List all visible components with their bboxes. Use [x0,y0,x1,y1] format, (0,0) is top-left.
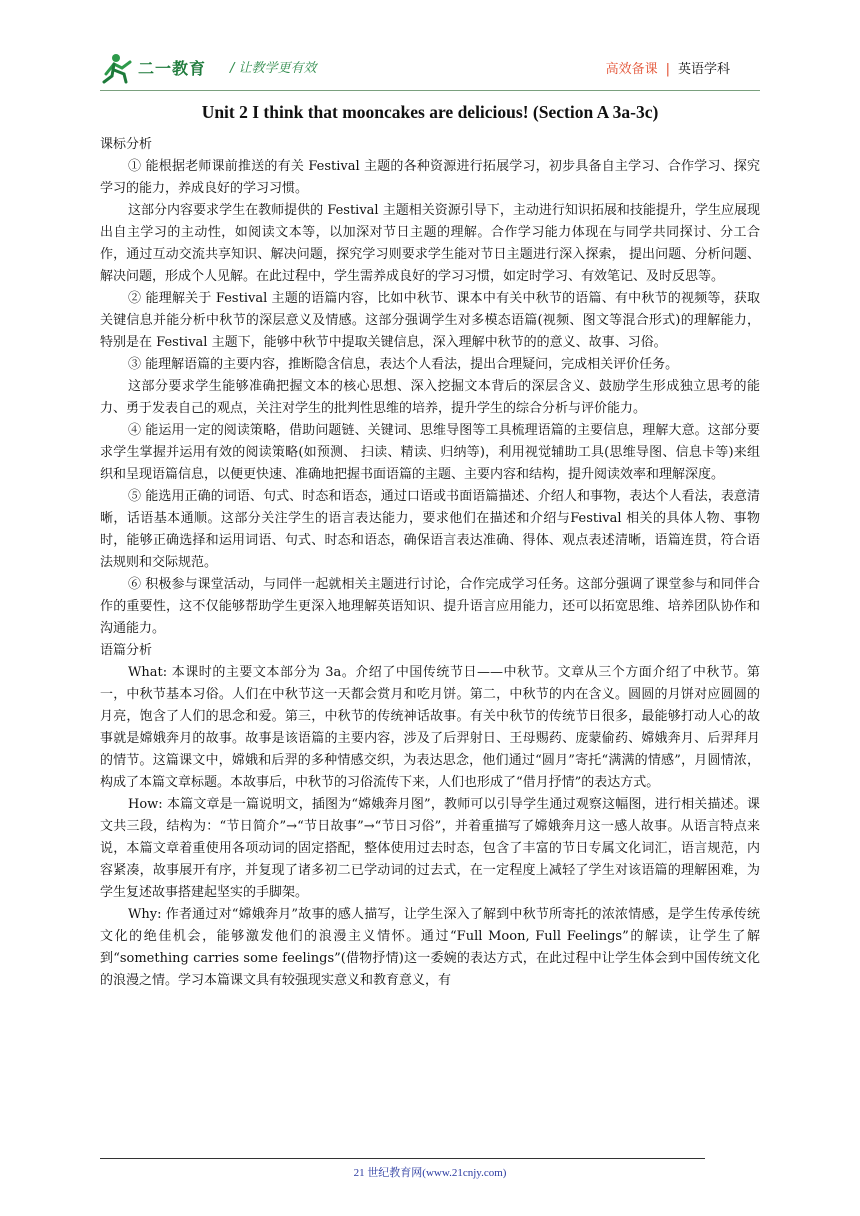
header-label-course: 高效备课 [605,62,658,77]
paragraph: ① 能根据老师课前推送的有关 Festival 主题的各种资源进行拓展学习，初步具备自主学习、合作学习、探究学习的能力，养成良好的学习习惯。 [100,159,760,196]
paragraph: 这部分内容要求学生在教师提供的 Festival 主题相关资源引导下，主动进行知识拓展和技能提升，学生应展现出自主学习的主动性，如阅读文本等，以加深对节日主题的理解。合作学习能力体现在与同学共同探讨、分工合作，通过互动交流共享知识、解决问题，探究学习则要求学生能对节日主题进行深入探索， 提出问题、分析问题、解决问题，形成个人见解。在此过程中，学生需养成良好的学习习惯，如定时学习、有效笔记、及时反思等。 [100,203,760,284]
header-slogan: / 让教学更有效 [230,61,317,76]
header-divider [100,90,760,91]
paragraph: What: 本课时的主要文本部分为 3a。介绍了中国传统节日——中秋节。文章从三个方面介绍了中秋节。第一，中秋节基本习俗。人们在中秋节这一天都会赏月和吃月饼。第二，中秋节的内在含义。圆圆的月饼对应圆圆的月亮，饱含了人们的思念和爱。第三，中秋节的传统神话故事。有关中秋节的传统节日很多，最能够打动人心的故事就是嫦娥奔月的故事。故事是该语篇的主要内容，涉及了后羿射日、王母赐药、庞蒙偷药、嫦娥奔月、后羿拜月的情节。这篇课文中，嫦娥和后羿的多种情感交织，为表达思念，他们通过“圆月”寄托“满满的情感”，月圆情浓，构成了本篇文章标题。本故事后，中秋节的习俗流传下来，人们也形成了“借月抒情”的表达方式。 [100,665,760,790]
paragraph: ② 能理解关于 Festival 主题的语篇内容，比如中秋节、课本中有关中秋节的语篇、有中秋节的视频等，获取关键信息并能分析中秋节的深层意义及情感。这部分强调学生对多模态语篇(视频、图文等混合形式)的理解能力，特别是在 Festival 主题下，能够中秋节中提取关键信息，深入理解中秋节的的意义、故事、习俗。 [100,291,760,350]
section-heading: 课标分析 [100,137,153,152]
paragraph: How: 本篇文章是一篇说明文，插图为“嫦娥奔月图”，教师可以引导学生通过观察这幅图，进行相关描述。课文共三段，结构为：“节日简介”→“节日故事”→“节日习俗”，并着重描写了嫦娥奔月这一感人故事。从语言特点来说，本篇文章着重使用各项动词的固定搭配，整体使用过去时态，包含了丰富的节日专属文化词汇，语言规范，内容紧凑，故事展开有序，并复现了诸多初二已学动词的过去式，在一定程度上减轻了学生对该语篇的理解困难，为学生复述故事搭建起坚实的手脚架。 [100,797,760,900]
logo-text: 二一教育 [138,59,207,78]
paragraph: ④ 能运用一定的阅读策略，借助问题链、关键词、思维导图等工具梳理语篇的主要信息，理解大意。这部分要求学生掌握并运用有效的阅读策略(如预测、 扫读、精读、归纳等)，利用视觉辅助工具(思维导图、信息卡等)来组织和呈现语篇信息，以便更快速、准确地把握书面语篇的主题、主要内容和结构，提升阅读效率和理解深度。 [100,423,760,482]
document-body [100,134,760,992]
paragraph: 这部分要求学生能够准确把握文本的核心思想、深入挖掘文本背后的深层含义、鼓励学生形成独立思考的能力、勇于发表自己的观点，关注对学生的批判性思维的培养，提升学生的综合分析与评价能力。 [100,379,760,416]
header-right [606,58,730,77]
paragraph: ③ 能理解语篇的主要内容，推断隐含信息，表达个人看法，提出合理疑问，完成相关评价任务。 [128,357,679,372]
section-heading: 语篇分析 [100,643,153,658]
footer-divider [100,1158,705,1159]
paragraph: Why: 作者通过对“嫦娥奔月”故事的感人描写，让学生深入了解到中秋节所寄托的浓浓情感，是学生传承传统文化的绝佳机会，能够激发他们的浪漫主义情怀。通过“Full Moon, Full Feelings”的解读，让学生了解到“something carries some feelings”(借物抒情)这一委婉的表达方式，在此过程中让学生体会到中国传统文化的浪漫之情。学习本篇课文具有较强现实意义和教育意义，有 [100,907,760,988]
header-label-subject: 英语学科 [677,62,730,77]
document-title: Unit 2 I think that mooncakes are delicious! (Section A 3a-3c) [201,102,659,122]
page-footer: 21 世纪教育网(www.21cnjy.com) [353,1167,507,1179]
header-separator: | [665,62,670,77]
paragraph: ⑤ 能选用正确的词语、句式、时态和语态，通过口语或书面语篇描述、介绍人和事物，表达个人看法，表意清晰，话语基本通顺。这部分关注学生的语言表达能力，要求他们在描述和介绍与Festival 相关的具体人物、事物时，能够正确选择和运用词语、句式、时态和语态，确保语言表达准确、得体、观点表述清晰，语篇连贯，符合语法规则和交际规范。 [100,489,760,570]
page-header [100,48,760,88]
paragraph: ⑥ 积极参与课堂活动，与同伴一起就相关主题进行讨论，合作完成学习任务。这部分强调了课堂参与和同伴合作的重要性，这不仅能够帮助学生更深入地理解英语知识、提升语言应用能力，还可以拓宽思维、培养团队协作和沟通能力。 [100,577,760,636]
